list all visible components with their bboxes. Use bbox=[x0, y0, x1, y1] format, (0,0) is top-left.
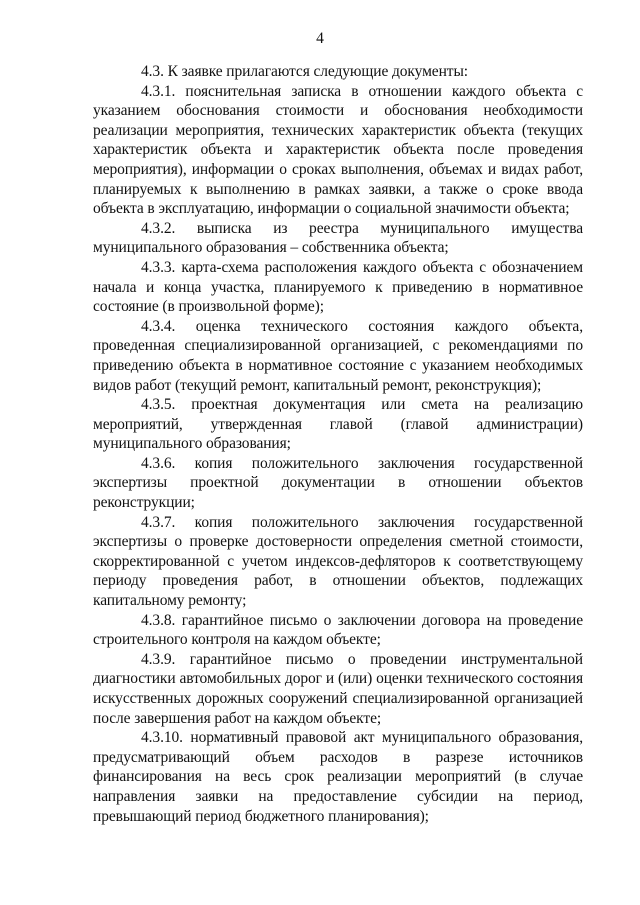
page-number: 4 bbox=[316, 30, 324, 47]
document-body bbox=[93, 62, 583, 826]
paragraph-4-3-2: 4.3.2. выписка из реестра муниципального имущества муниципального образования – собственника объекта; bbox=[93, 219, 583, 257]
paragraph-4-3-1: 4.3.1. пояснительная записка в отношении каждого объекта с указанием обоснования стоимости и обоснования необходимости реализации мероприятия, технических характеристик объекта (текущих характеристик объекта и характеристик объекта после проведения мероприятия), информации о сроках выполнения, объемах и видах работ, планируемых к выполнению в рамках заявки, а также о сроке ввода объекта в эксплуатацию, информации о социальной значимости объекта; bbox=[93, 82, 583, 218]
paragraph-4-3-7: 4.3.7. копия положительного заключения государственной экспертизы о проверке достоверности определения сметной стоимости, скорректированной с учетом индексов-дефляторов к соответствующему периоду проведения работ, в отношении объектов, подлежащих капитальному ремонту; bbox=[93, 513, 583, 610]
paragraph-4-3-10: 4.3.10. нормативный правовой акт муниципального образования, предусматривающий объем расходов в разрезе источников финансирования на весь срок реализации мероприятий (в случае направления заявки на предоставление субсидии на период, превышающий период бюджетного планирования); bbox=[93, 729, 583, 825]
paragraph-4-3-6: 4.3.6. копия положительного заключения государственной экспертизы проектной документации в отношении объектов реконструкции; bbox=[93, 454, 583, 512]
paragraph-4-3-3: 4.3.3. карта-схема расположения каждого объекта с обозначением начала и конца участка, планируемого к приведению в нормативное состояние (в произвольной форме); bbox=[93, 258, 583, 316]
paragraph-4-3-8: 4.3.8. гарантийное письмо о заключении договора на проведение строительного контроля на каждом объекте; bbox=[93, 611, 583, 649]
paragraph-4-3: 4.3. К заявке прилагаются следующие документы: bbox=[141, 63, 468, 80]
paragraph-4-3-4: 4.3.4. оценка технического состояния каждого объекта, проведенная специализированной организацией, с рекомендациями по приведению объекта в нормативное состояние с указанием необходимых видов работ (текущий ремонт, капитальный ремонт, реконструкция); bbox=[93, 317, 583, 394]
paragraph-4-3-5: 4.3.5. проектная документация или смета на реализацию мероприятий, утвержденная главой (главой администрации) муниципального образования; bbox=[93, 396, 583, 453]
paragraph-4-3-9: 4.3.9. гарантийное письмо о проведении инструментальной диагностики автомобильных дорог и (или) оценки технического состояния искусственных дорожных сооружений специализированной организацией после завершения работ на каждом объекте; bbox=[93, 650, 583, 727]
